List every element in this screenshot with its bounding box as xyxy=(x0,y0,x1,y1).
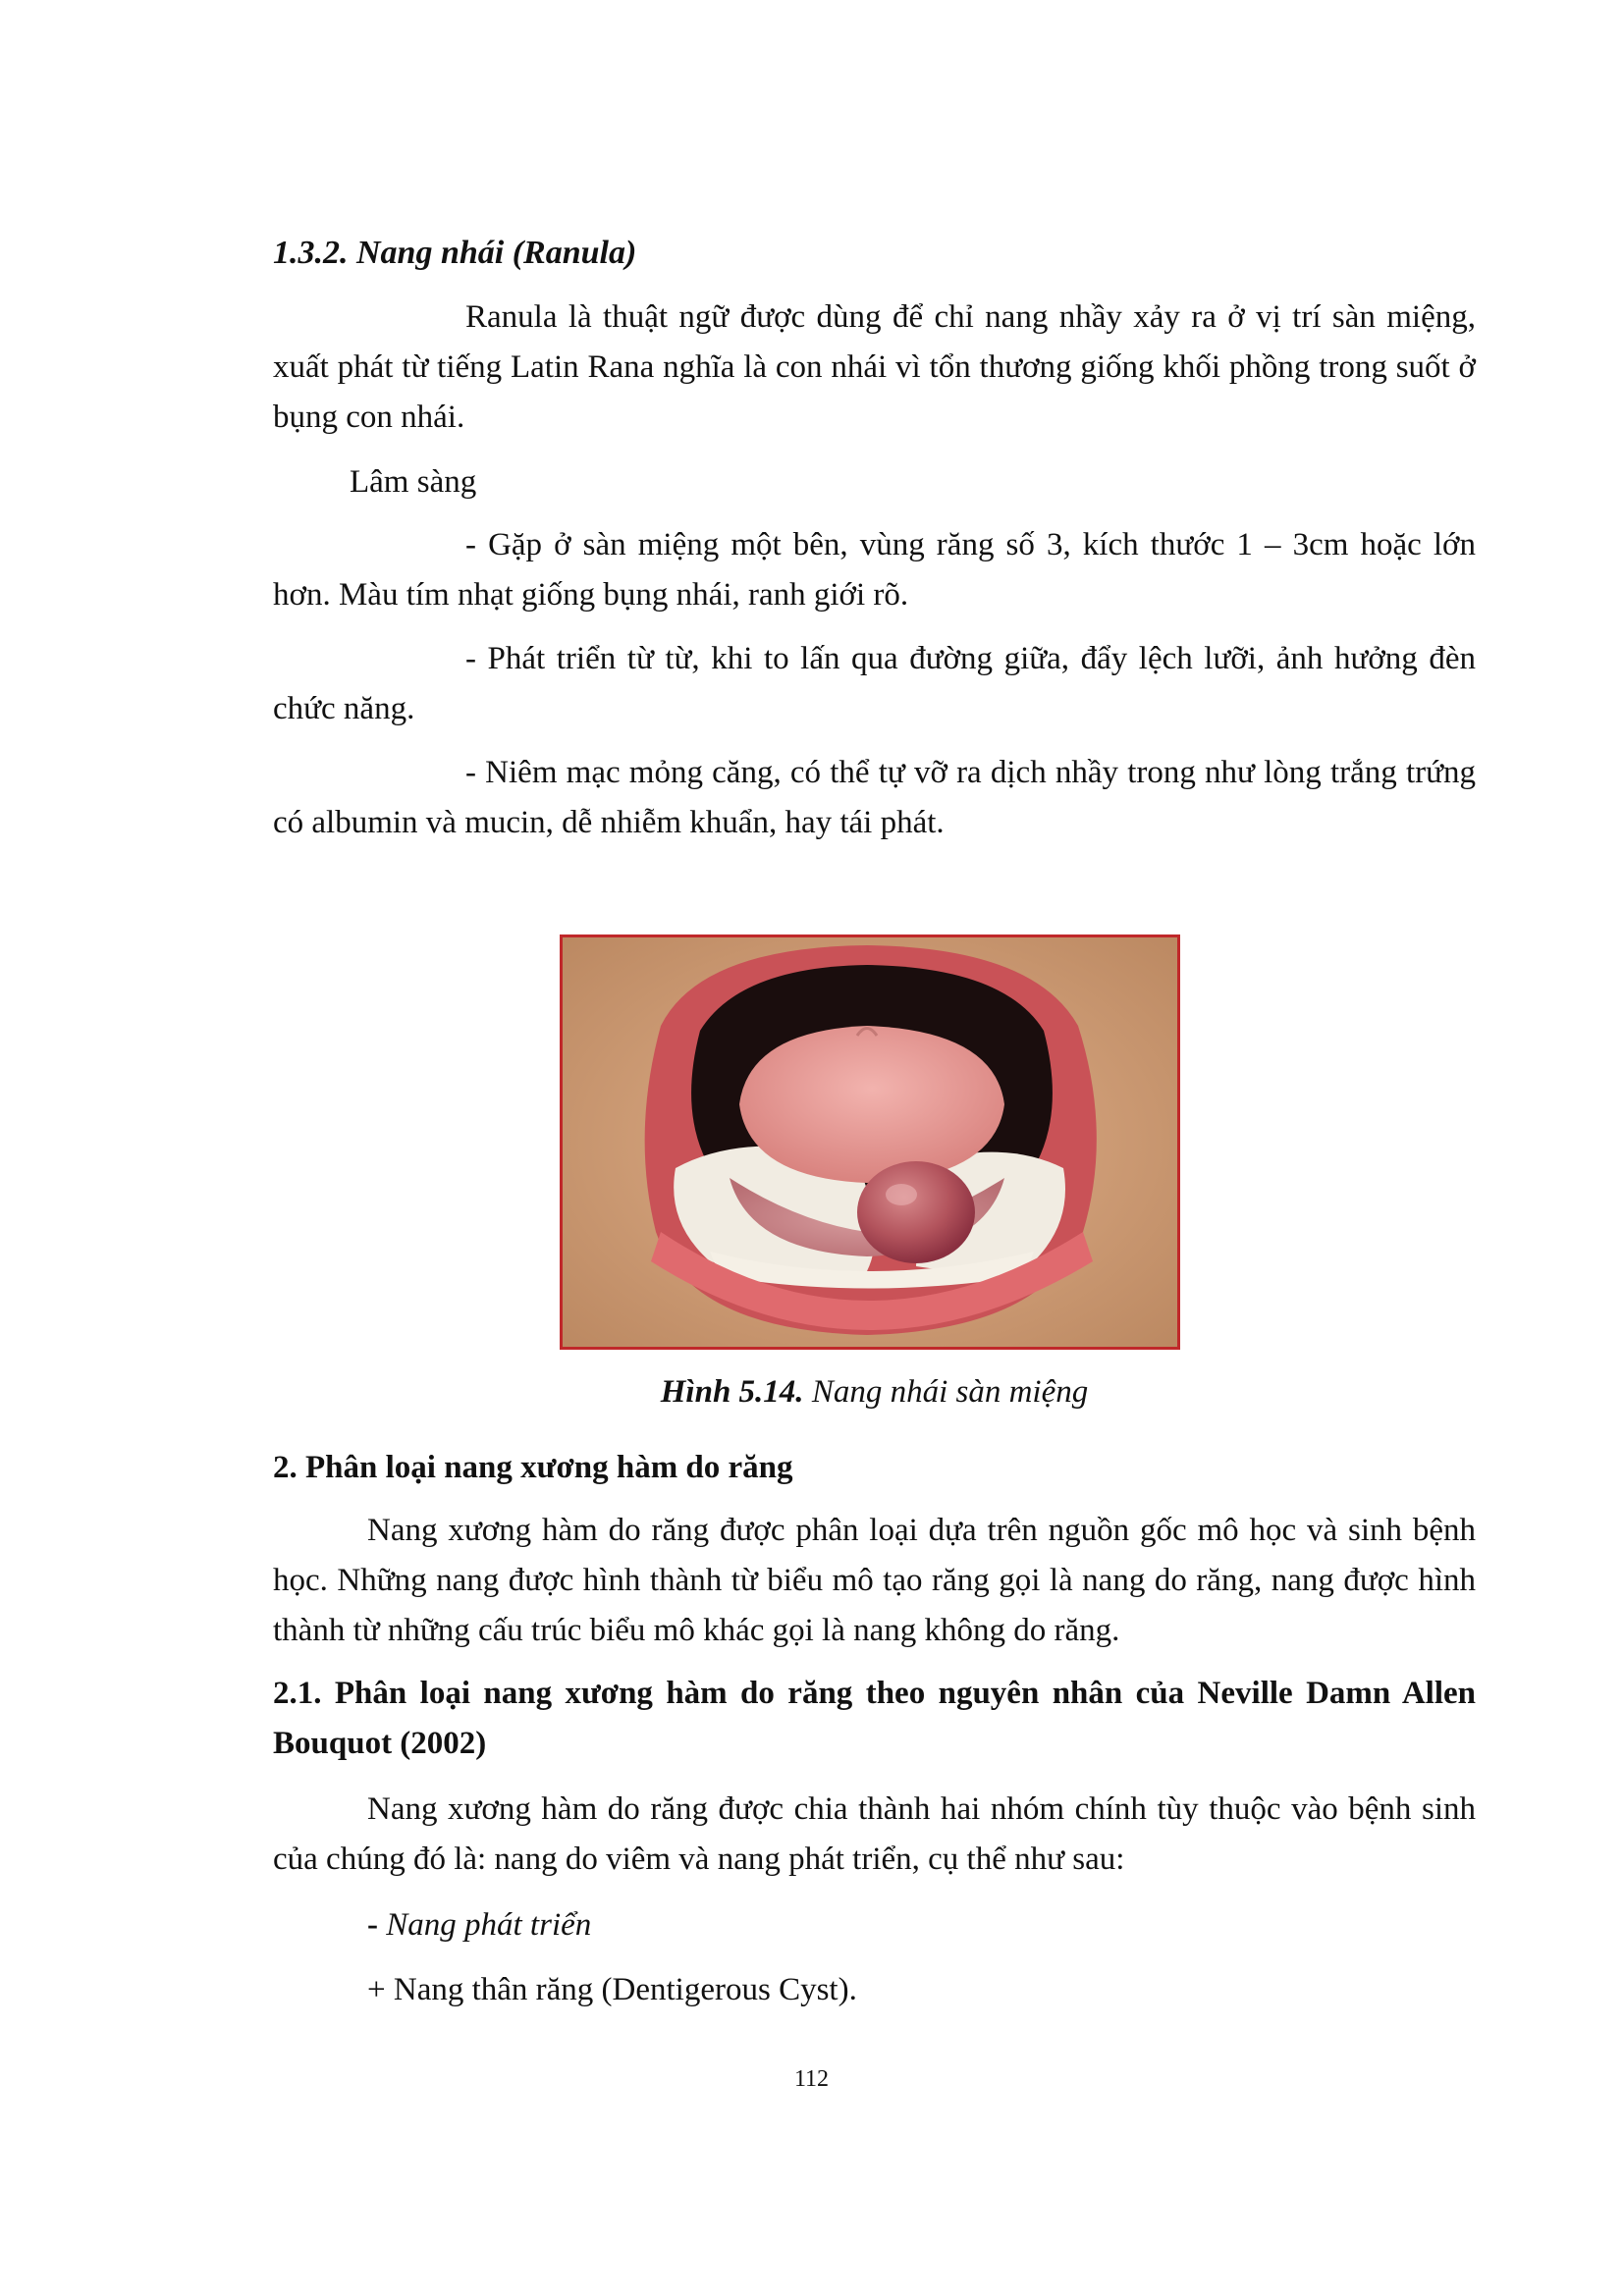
section-21-heading: 2.1. Phân loại nang xương hàm do răng theo nguyên nhân của Neville Damn Allen Bouquot (2002) xyxy=(273,1676,1476,1761)
section-21-body: Nang xương hàm do răng được chia thành hai nhóm chính tùy thuộc vào bệnh sinh của chúng đó là: nang do viêm và nang phát triển, cụ thể như sau: xyxy=(273,1791,1476,1877)
section-2-body: Nang xương hàm do răng được phân loại dựa trên nguồn gốc mô học và sinh bệnh học. Những nang được hình thành từ biểu mô tạo răng gọi là nang do răng, nang được hình thành từ những cấu trúc biểu mô khác gọi là nang không do răng. xyxy=(273,1513,1476,1648)
ranula-photo xyxy=(560,934,1180,1350)
list-item-dentigerous: + Nang thân răng (Dentigerous Cyst). xyxy=(367,1972,857,2007)
section-132-heading: 1.3.2. Nang nhái (Ranula) xyxy=(273,235,637,271)
section-2-heading: 2. Phân loại nang xương hàm do răng xyxy=(273,1450,793,1485)
clinical-label: Lâm sàng xyxy=(350,464,477,500)
clinical-bullet-1: - Gặp ở sàn miệng một bên, vùng răng số 3, kích thước 1 – 3cm hoặc lớn hơn. Màu tím nhạt giống bụng nhái, ranh giới rõ. xyxy=(273,527,1476,613)
subheading-dash: - xyxy=(367,1907,378,1943)
clinical-bullet-3: - Niêm mạc mỏng căng, có thể tự vỡ ra dịch nhầy trong như lòng trắng trứng có albumin và mucin, dễ nhiễm khuẩn, hay tái phát. xyxy=(273,755,1476,840)
figure-caption-label: Hình 5.14. xyxy=(660,1374,804,1410)
clinical-bullet-2: - Phát triển từ từ, khi to lấn qua đường giữa, đẩy lệch lưỡi, ảnh hưởng đèn chức năng. xyxy=(273,641,1476,726)
subheading-developmental xyxy=(367,1900,1476,1950)
figure-caption xyxy=(273,1367,1476,1417)
subheading-text: Nang phát triển xyxy=(378,1907,592,1943)
ranula-photo-illustration xyxy=(563,937,1177,1347)
page-number: 112 xyxy=(793,2066,830,2092)
figure-caption-text: Nang nhái sàn miệng xyxy=(803,1374,1089,1410)
section-132-intro: Ranula là thuật ngữ được dùng để chỉ nang nhầy xảy ra ở vị trí sàn miệng, xuất phát từ tiếng Latin Rana nghĩa là con nhái vì tổn thương giống khối phồng trong suốt ở bụng con nhái. xyxy=(273,299,1476,435)
